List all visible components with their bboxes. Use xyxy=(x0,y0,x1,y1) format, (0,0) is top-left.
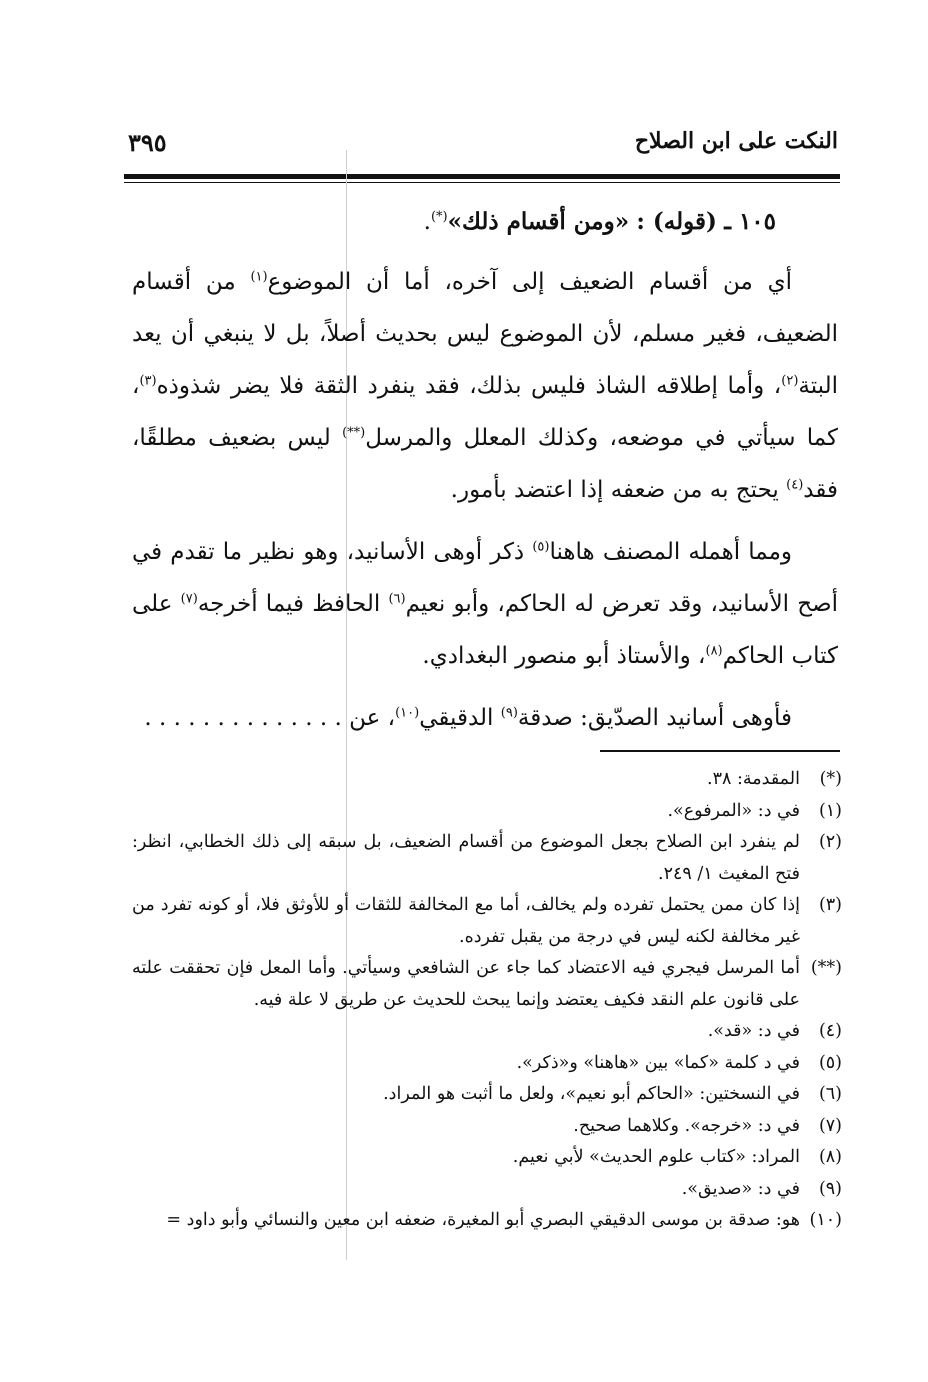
footnote-3 xyxy=(132,890,842,953)
footnote-double-star xyxy=(132,953,842,1016)
footnote-ref: (٤) xyxy=(786,477,804,493)
footnote-ref: (٣) xyxy=(139,373,157,389)
footnote-5 xyxy=(132,1048,842,1080)
paragraph-3 xyxy=(132,692,838,744)
footnote-ref: (٧) xyxy=(180,591,198,607)
footnote-text: في د: «خرجه». وكلاهما صحيح. xyxy=(573,1115,800,1136)
section-lemma: «ومن أقسام ذلك» xyxy=(447,208,630,235)
footnote-ref: (١٠) xyxy=(395,705,420,721)
footnote-mark: (**) xyxy=(810,958,842,978)
footnotes xyxy=(132,764,842,1237)
footnote-4 xyxy=(132,1016,842,1048)
footnote-text: أما المرسل فيجري فيه الاعتضاد كما جاء عن الشافعي وسيأتي. وأما المعل فإن تحققت علته على قانون علم النقد فكيف يعتضد وإنما يبحث للحديث عن طريق لا علة فيه. xyxy=(132,958,800,1010)
footnote-mark: (١٠) xyxy=(809,1210,842,1230)
footnote-mark: (٢) xyxy=(818,832,842,852)
text-run: ، وأما إطلاقه الشاذ فليس بذلك، فقد ينفرد الثقة فلا يضر شذوذه xyxy=(156,373,782,399)
footnote-mark: (٥) xyxy=(818,1052,842,1073)
footnote-text: في د: «قد». xyxy=(707,1021,800,1041)
footnote-mark: (٧) xyxy=(818,1115,842,1136)
footnote-mark: (٣) xyxy=(818,895,842,915)
text-run: ، كما سيأتي في موضعه، وكذلك المعلل والمرسل xyxy=(132,373,838,451)
text-run: ، عن xyxy=(349,705,396,731)
footnote-8 xyxy=(132,1142,842,1174)
footnote-text: في د: «المرفوع». xyxy=(667,800,800,821)
running-header xyxy=(128,128,838,168)
footnote-mark: (*) xyxy=(819,769,842,789)
footnote-ref: (**) xyxy=(342,425,366,441)
footnote-text: إذا كان ممن يحتمل تفرده ولم يخالف، أما مع المخالفة للثقات أو للأوثق فلا، أو كونه تفرد من غير مخالفة لكنه ليس في درجة من يقبل تفرده. xyxy=(132,895,800,947)
footnote-mark: (٦) xyxy=(818,1084,842,1104)
footnote-ref: (٦) xyxy=(388,591,406,607)
paragraph-1 xyxy=(132,256,838,516)
footnote-mark: (٤) xyxy=(818,1021,842,1041)
footnote-text: المراد: «كتاب علوم الحديث» لأبي نعيم. xyxy=(512,1147,800,1167)
text-run: الدقيقي xyxy=(419,705,501,731)
book-title: النكت على ابن الصلاح xyxy=(634,128,838,154)
footnote-7 xyxy=(132,1111,842,1143)
text-run: ذكر أوهى الأسانيد، وهو نظير ما تقدم في أصح الأسانيد، وقد تعرض له الحاكم، وأبو نعيم xyxy=(132,539,838,617)
page-number: ٣٩٥ xyxy=(128,128,167,157)
text-run: على كتاب الحاكم xyxy=(132,591,838,669)
footnote-text: في د: «صديق». xyxy=(681,1178,800,1199)
text-run: أي من أقسام الضعيف إلى آخره، أما أن الموضوع xyxy=(267,269,792,295)
text-run: فأوهى أسانيد الصدّيق: صدقة xyxy=(517,705,792,731)
paragraph-2 xyxy=(132,526,838,682)
footnote-ref: (٨) xyxy=(705,643,723,659)
footnote-text: لم ينفرد ابن الصلاح بجعل الموضوع من أقسام الضعيف، بل سبقه إلى ذلك الخطابي، انظر: فتح المغيث ١/ ٢٤٩. xyxy=(132,832,800,884)
footnote-star xyxy=(132,764,842,796)
main-text xyxy=(132,196,838,754)
section-heading xyxy=(132,196,838,248)
footnote-9 xyxy=(132,1174,842,1206)
section-number: ١٠٥ ـ xyxy=(724,208,776,235)
footnote-separator xyxy=(600,750,840,752)
footnote-text: في د كلمة «كما» بين «هاهنا» و«ذكر». xyxy=(516,1052,800,1073)
footnote-2 xyxy=(132,827,842,890)
footnote-mark: (٨) xyxy=(818,1147,842,1167)
footnote-10 xyxy=(132,1205,842,1237)
section-label: (قوله) : xyxy=(636,208,717,235)
header-rule-thick xyxy=(124,174,840,179)
section-end: . xyxy=(423,209,431,235)
footnote-ref: (٩) xyxy=(500,705,518,721)
footnote-ref: (٥) xyxy=(532,539,550,555)
footnote-text: في النسختين: «الحاكم أبو نعيم»، ولعل ما أثبت هو المراد. xyxy=(383,1084,800,1104)
footnote-ref: (٢) xyxy=(781,373,799,389)
text-run: من أقسام الضعيف، فغير مسلم، لأن الموضوع ليس بحديث أصلاً، بل لا ينبغي أن يعد البتة xyxy=(132,269,839,399)
text-run: ، والأستاذ أبو منصور البغدادي. xyxy=(422,643,706,669)
footnote-1 xyxy=(132,796,842,828)
footnote-text: هو: صدقة بن موسى الدقيقي البصري أبو المغيرة، ضعفه ابن معين والنسائي وأبو داود = xyxy=(166,1210,800,1230)
footnote-text: المقدمة: ٣٨. xyxy=(707,769,800,789)
continuation-dots: . . . . . . . . . . . . . . xyxy=(144,705,342,731)
text-run: يحتج به من ضعفه إذا اعتضد بأمور. xyxy=(450,477,787,503)
text-run: الحافظ فيما أخرجه xyxy=(197,591,389,617)
footnote-mark: (١) xyxy=(818,800,842,821)
section-star-mark: (*) xyxy=(430,209,448,225)
text-run: ليس بضعيف مطلقًا، فقد xyxy=(132,425,838,503)
footnote-mark: (٩) xyxy=(818,1178,842,1199)
footnote-6 xyxy=(132,1079,842,1111)
footnote-ref: (١) xyxy=(250,269,268,285)
header-rule-thin xyxy=(124,182,840,183)
text-run: ومما أهمله المصنف هاهنا xyxy=(549,539,792,565)
